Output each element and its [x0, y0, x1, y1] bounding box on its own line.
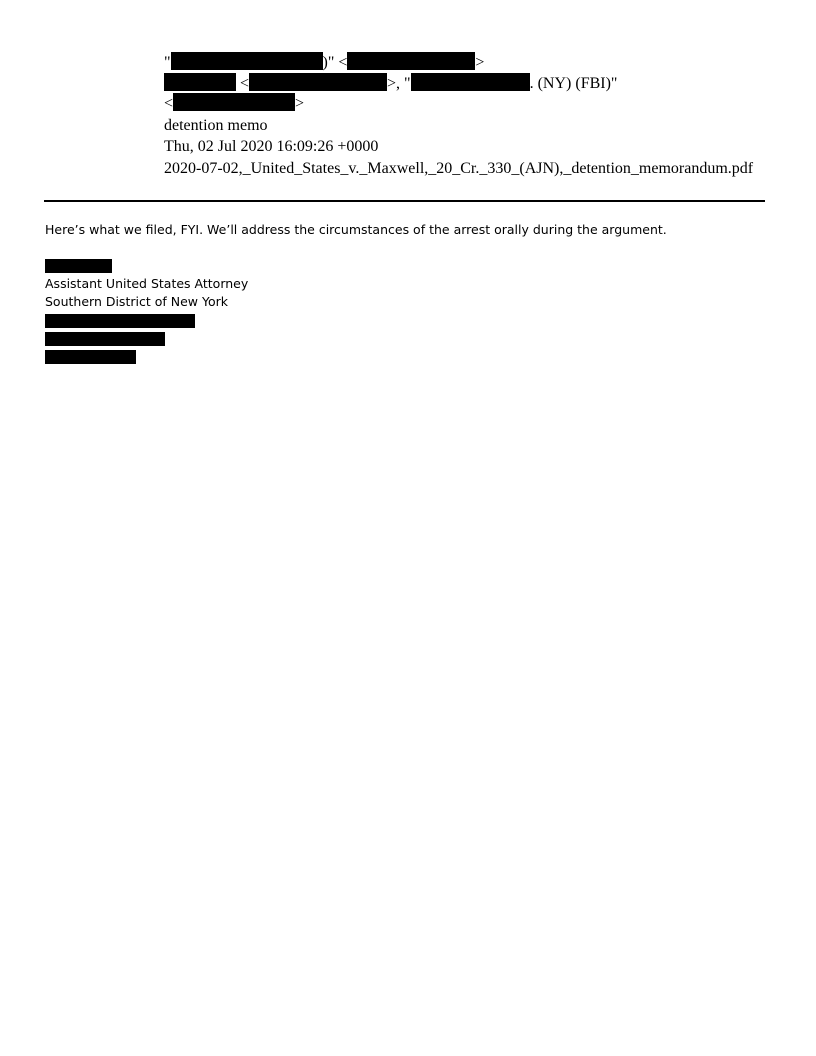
to-line2-open-angle: < — [164, 95, 174, 112]
signature-phone-redaction — [45, 332, 165, 346]
from-close-angle: > — [475, 54, 485, 71]
header-divider — [44, 200, 765, 202]
message-body: Here’s what we filed, FYI. We’ll address the circumstances of the arrest orally during the argument. — [45, 222, 667, 237]
from-value — [164, 52, 484, 73]
to-mid-separator: >, " — [387, 75, 411, 92]
signature-office: Southern District of New York — [45, 294, 228, 309]
subject-value: detention memo — [164, 117, 268, 134]
from-quote-open: " — [164, 54, 171, 71]
to-value — [164, 73, 617, 94]
signature-name-redaction — [45, 259, 112, 273]
signature-address-redaction — [45, 314, 195, 328]
to-suffix: . (NY) (FBI)" — [529, 75, 618, 92]
to-second-name-redaction — [411, 73, 530, 91]
signature-title: Assistant United States Attorney — [45, 276, 249, 291]
attachment-filename: 2020-07-02,_United_States_v._Maxwell,_20_Cr._330_(AJN),_detention_memorandum.pdf — [164, 160, 754, 177]
from-email-redaction — [347, 52, 475, 70]
to-open-angle: < — [240, 75, 250, 92]
date-value: Thu, 02 Jul 2020 16:09:26 +0000 — [164, 138, 379, 155]
to-second-email-redaction — [173, 93, 295, 111]
to-continuation-value — [164, 93, 304, 114]
from-name-redaction — [171, 52, 323, 70]
to-name-redaction — [164, 73, 236, 91]
from-quote-close: )" < — [322, 54, 348, 71]
signature-email-redaction — [45, 350, 136, 364]
to-email-redaction — [249, 73, 387, 91]
to-line2-close-angle: > — [295, 95, 305, 112]
